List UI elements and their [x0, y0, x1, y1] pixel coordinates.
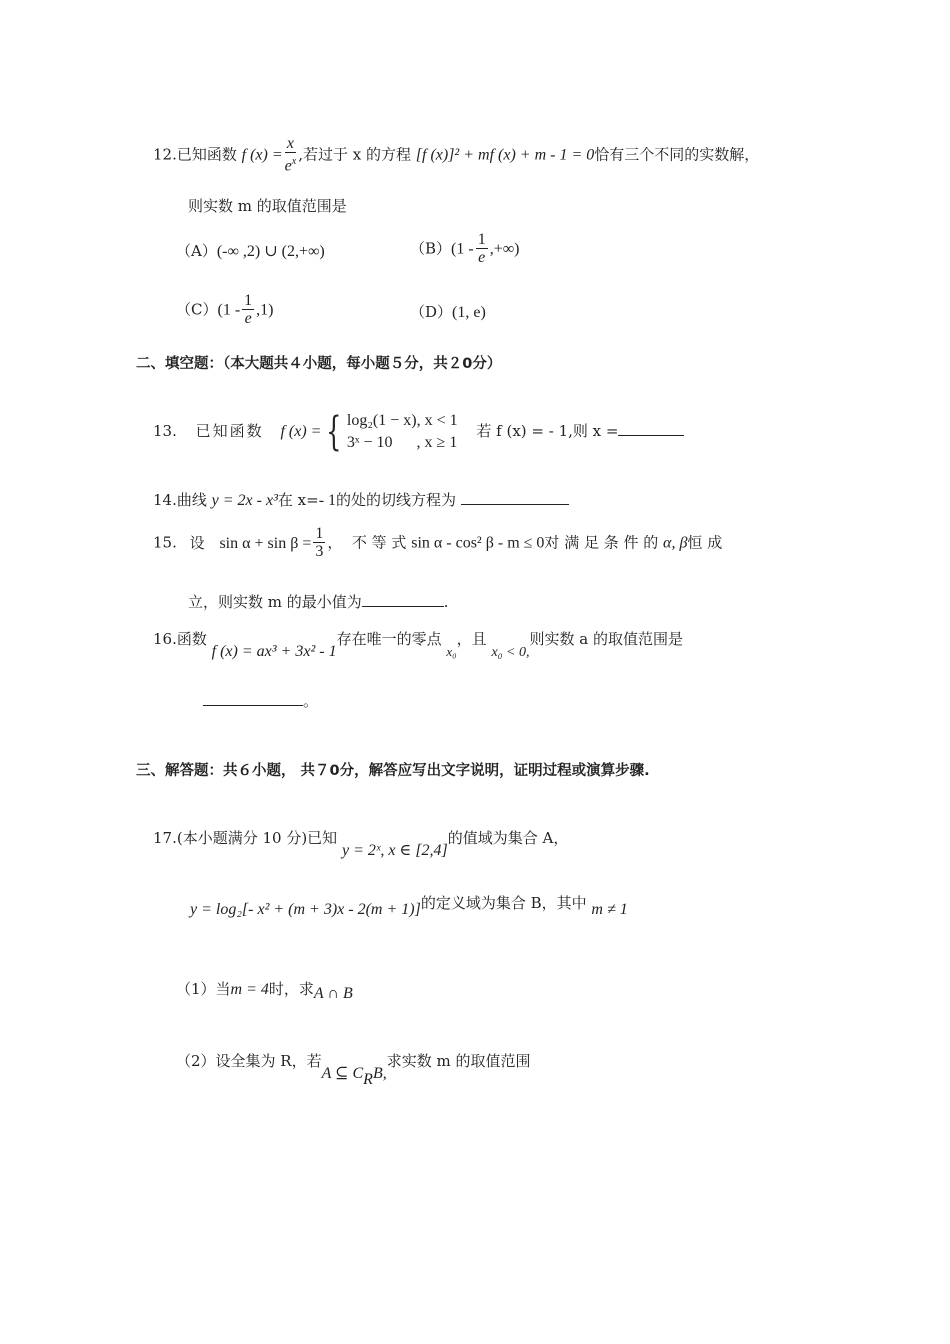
q17-lead: (本小题满分 10 分)已知	[176, 829, 338, 847]
q16-func: f (x) = ax³ + 3x² - 1	[211, 643, 337, 660]
q12-frac-num: x	[285, 136, 297, 153]
q16-line2	[203, 690, 318, 711]
q16-mid2: ，且	[456, 630, 487, 648]
q13-answer-blank[interactable]	[618, 435, 684, 436]
q17-number: 17.	[153, 829, 177, 847]
q15-line2	[188, 591, 449, 612]
question-15	[153, 526, 722, 561]
q12-line2: 则实数 m 的取值范围是	[188, 197, 347, 215]
q15-mid: ， 不 等 式	[327, 533, 407, 552]
q13-case-2: 3ˣ − 10 , x ≥ 1	[346, 434, 458, 451]
q17-func: y = 2ˣ, x ∈ [2,4]	[341, 842, 448, 859]
q16-tail: 则实数 a 的取值范围是	[529, 630, 683, 648]
q15-cond-frac-den: 3	[315, 543, 324, 560]
q12-option-c-frac-num: 1	[244, 292, 253, 309]
q17-part2-sub: R	[363, 1071, 373, 1088]
q12-option-c-frac-den: e	[244, 310, 252, 327]
q13-number: 13.	[153, 422, 177, 440]
q12-option-d-value: (1, e)	[452, 304, 486, 321]
q14-answer-blank[interactable]	[461, 504, 569, 505]
q12-option-a-value: (-∞ ,2) ∪ (2,+∞)	[216, 243, 325, 260]
q13-brace: {	[326, 409, 342, 455]
q12-equation: [f (x)]² + mf (x) + m - 1 = 0	[415, 146, 595, 164]
q12-option-c-label: （C）	[176, 300, 218, 319]
q15-line2-end: .	[443, 593, 449, 611]
q12-tail: 恰有三个不同的实数解，	[594, 145, 760, 164]
q12-lead: 已知函数	[176, 145, 237, 164]
q14-point: - 1	[318, 492, 337, 509]
q15-tail: 对 满 足 条 件 的	[544, 533, 659, 552]
q12-option-d-label: （D）	[410, 303, 453, 321]
q17-tail: 的值域为集合 A，	[447, 829, 569, 847]
q12-option-b	[410, 232, 519, 267]
q16-cond: x₀ < 0,	[491, 645, 530, 660]
q12-mid: ,若过于 x 的方程	[298, 145, 411, 164]
q15-vars: α, β	[663, 534, 688, 552]
question-17	[153, 827, 569, 859]
q15-cond-frac	[313, 526, 325, 561]
q17-line2	[190, 894, 628, 919]
q16-mid: 存在唯一的零点	[336, 630, 442, 648]
question-13	[153, 410, 684, 454]
q12-option-c-pre: (1 -	[217, 301, 241, 319]
q17-part-1	[176, 978, 353, 1002]
q14-curve: y = 2x - x³	[211, 492, 278, 509]
q17-part2-label: （2）设全集为 R，若	[176, 1052, 322, 1070]
q12-option-b-frac	[476, 232, 488, 267]
q16-zero: x₀	[446, 644, 457, 659]
section-2-heading: 二、填空题：（本大题共４小题，每小题５分，共２0分）	[136, 356, 502, 372]
q17-line2-tail: 的定义域为集合 B，其中	[420, 894, 587, 912]
q12-option-c-post: ,1)	[256, 301, 274, 319]
q12-option-d	[410, 301, 486, 322]
q14-lead: 曲线	[176, 491, 207, 509]
q13-case-1: log₂(1 − x), x < 1	[346, 412, 458, 429]
q15-lead: 设	[189, 533, 205, 552]
q14-number: 14.	[153, 491, 177, 509]
q12-frac-den: e	[284, 157, 292, 175]
q12-option-b-frac-den: e	[478, 249, 486, 266]
q15-ineq: sin α - cos² β - m ≤ 0	[411, 534, 545, 552]
q13-func-lhs: f (x) =	[280, 423, 322, 440]
q16-line2-end: 。	[303, 692, 319, 710]
q12-func-lhs: f (x) =	[241, 146, 283, 164]
q12-option-a	[176, 240, 325, 261]
q17-part2-tail: 求实数 m 的取值范围	[386, 1052, 531, 1070]
q13-cases	[347, 410, 458, 454]
q12-option-c-frac	[242, 293, 254, 328]
q15-tail2: 恒 成	[687, 533, 723, 552]
q17-part1-expr: A ∩ B	[313, 985, 353, 1002]
q12-number: 12.	[153, 145, 177, 164]
q12-option-b-pre: (1 -	[451, 240, 474, 258]
q13-lead: 已知函数	[195, 422, 264, 440]
q14-mid: 在 x=	[277, 491, 319, 509]
q17-part1-mid: 时，求	[268, 980, 314, 998]
q15-answer-blank[interactable]	[362, 606, 444, 607]
question-12	[153, 136, 759, 175]
q12-fraction	[285, 136, 297, 175]
q15-number: 15.	[153, 533, 177, 552]
q17-part2-expr2: B,	[372, 1065, 387, 1082]
q15-cond-frac-num: 1	[315, 525, 324, 542]
q12-option-b-label: （B）	[410, 239, 452, 258]
question-14	[153, 489, 569, 510]
q17-line2-cond: m ≠ 1	[591, 901, 628, 918]
q15-cond-pre: sin α + sin β =	[219, 534, 312, 552]
q12-frac-den-sup: x	[291, 156, 297, 167]
question-16	[153, 628, 683, 660]
q12-option-b-post: ,+∞)	[489, 240, 520, 258]
section-3-heading: 三、解答题：共６小题， 共７0分，解答应写出文字说明，证明过程或演算步骤.	[136, 763, 650, 779]
q15-line2-text: 立，则实数 m 的最小值为	[188, 593, 362, 611]
q12-option-b-frac-num: 1	[477, 231, 486, 248]
q17-part-2	[176, 1050, 531, 1088]
q16-number: 16.	[153, 630, 177, 648]
q17-part2-expr: A ⊆ C	[321, 1065, 364, 1082]
q12-option-c	[176, 293, 273, 328]
q14-tail: 的处的切线方程为	[336, 491, 457, 509]
q17-part1-label: （1）当	[176, 980, 231, 998]
q12-option-a-label: （A）	[176, 242, 217, 260]
q17-part1-cond: m = 4	[230, 981, 269, 998]
q17-line2-func: y = log₂[- x² + (m + 3)x - 2(m + 1)]	[190, 901, 421, 918]
q16-lead: 函数	[176, 630, 207, 648]
q16-answer-blank[interactable]	[203, 705, 303, 706]
q13-tail: 若 f (x) = - 1,则 x =	[476, 422, 619, 440]
